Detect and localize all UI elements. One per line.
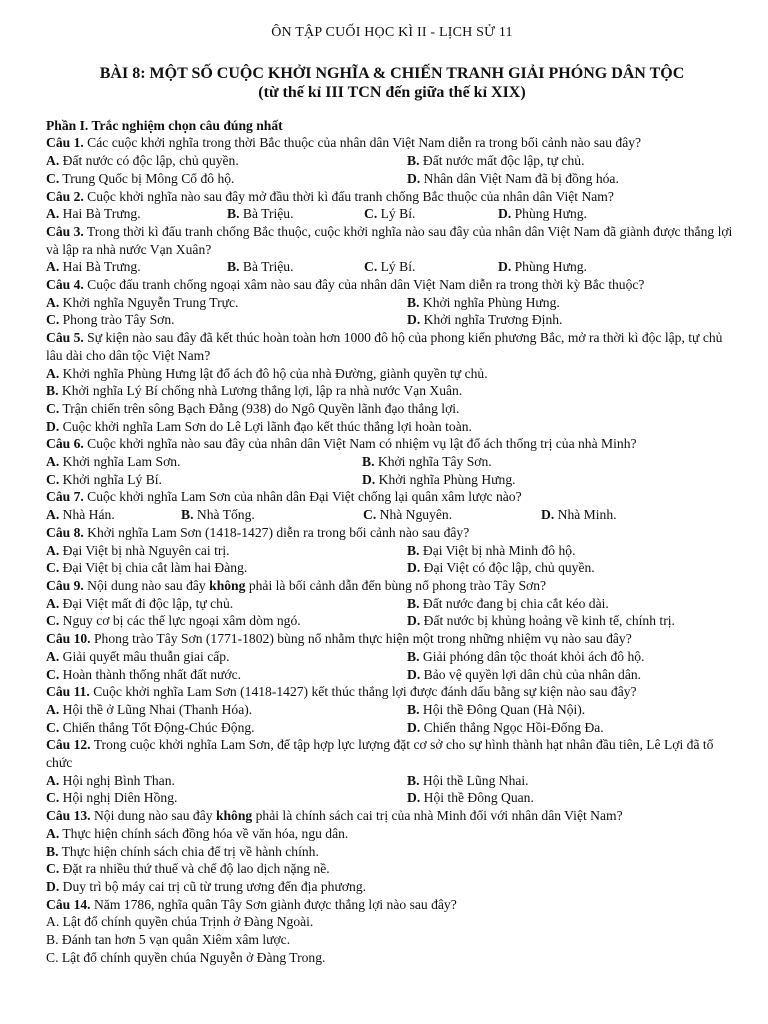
option-a: Hội thề ở Lũng Nhai (Thanh Hóa). xyxy=(62,701,253,717)
question-6-options-cd: C. Khởi nghĩa Lý Bí. D. Khởi nghĩa Phùng Hưng. xyxy=(46,471,516,487)
option-a: Khởi nghĩa Lam Sơn. xyxy=(62,454,181,470)
option-d: Phùng Hưng. xyxy=(514,259,587,275)
option-c: Lý Bí. xyxy=(380,259,416,275)
part-heading: Phần I. Trắc nghiệm chọn câu đúng nhất xyxy=(46,117,283,133)
option-c: Chiến thắng Tốt Động-Chúc Động. xyxy=(62,719,255,735)
question-7-options: A. Nhà Hán. B. Nhà Tống. C. Nhà Nguyên. D. Nhà Minh. xyxy=(46,507,617,523)
option-a: Đại Việt bị nhà Nguyên cai trị. xyxy=(62,542,230,558)
option-b: Đất nước mất độc lập, tự chủ. xyxy=(422,153,585,169)
option-c: Phong trào Tây Sơn. xyxy=(62,312,175,328)
question-5-option-c: C. Trận chiến trên sông Bạch Đằng (938) do Ngô Quyền lãnh đạo thắng lợi. xyxy=(46,400,460,416)
question-9-options-ab: A. Đại Việt mất đi độc lập, tự chủ. B. Đất nước đang bị chia cắt kéo dài. xyxy=(46,595,609,611)
question-2: Câu 2. Cuộc khởi nghĩa nào sau đây mở đầu thời kì đấu tranh chống Bắc thuộc của nhân dân Việt Nam? xyxy=(46,188,614,204)
option-b: Bà Triệu. xyxy=(242,206,294,222)
option-b: Đất nước đang bị chia cắt kéo dài. xyxy=(422,595,609,611)
question-9-options-cd: C. Nguy cơ bị các thế lực ngoại xâm dòm ngó. D. Đất nước bị khủng hoảng về kinh tế, chính trị. xyxy=(46,613,675,629)
question-12: Câu 12. Trong cuộc khởi nghĩa Lam Sơn, để tập hợp lực lượng đặt cơ sở cho sự hình thành hạt nhân đầu tiên, Lê Lợi đã tổ chức xyxy=(46,737,714,771)
question-3-options: A. Hai Bà Trưng. B. Bà Triệu. C. Lý Bí. D. Phùng Hưng. xyxy=(46,259,587,275)
question-14: Câu 14. Năm 1786, nghĩa quân Tây Sơn giành được thắng lợi nào sau đây? xyxy=(46,896,457,912)
question-13-option-d: D. Duy trì bộ máy cai trị cũ từ trung ương đến địa phương. xyxy=(46,878,367,894)
option-d: Đất nước bị khủng hoảng về kinh tế, chính trị. xyxy=(423,613,675,629)
question-4: Câu 4. Cuộc đấu tranh chống ngoại xâm nào sau đây của nhân dân Việt Nam diễn ra trong thời kỳ Bắc thuộc? xyxy=(46,277,645,293)
option-d: Chiến thắng Ngọc Hồi-Đống Đa. xyxy=(423,719,604,735)
question-12-options-cd: C. Hội nghị Diên Hồng. D. Hội thề Đông Quan. xyxy=(46,790,534,806)
question-9: Câu 9. Nội dung nào sau đây không phải là bối cảnh dẫn đến bùng nổ phong trào Tây Sơn? xyxy=(46,577,547,593)
option-a: Hai Bà Trưng. xyxy=(62,259,141,275)
question-13-option-b: B. Thực hiện chính sách chia để trị về hành chính. xyxy=(46,843,319,859)
question-14-option-c: C. Lật đổ chính quyền chúa Nguyễn ở Đàng Trong. xyxy=(46,949,326,965)
option-b: Giải phóng dân tộc thoát khỏi ách đô hộ. xyxy=(422,648,645,664)
question-13-option-a: A. Thực hiện chính sách đồng hóa về văn hóa, ngu dân. xyxy=(46,825,349,841)
option-c: Lý Bí. xyxy=(380,206,416,222)
question-12-options-ab: A. Hội nghị Bình Than. B. Hội thề Lũng Nhai. xyxy=(46,772,529,788)
option-d: Hội thề Đông Quan. xyxy=(423,790,534,806)
question-8-options-ab: A. Đại Việt bị nhà Nguyên cai trị. B. Đại Việt bị nhà Minh đô hộ. xyxy=(46,542,576,558)
question-6-options-ab: A. Khởi nghĩa Lam Sơn. B. Khởi nghĩa Tây Sơn. xyxy=(46,454,492,470)
option-a: Hai Bà Trưng. xyxy=(62,206,141,222)
option-d: Phùng Hưng. xyxy=(514,206,587,222)
option-d: Khởi nghĩa Phùng Hưng. xyxy=(378,471,516,487)
question-8-options-cd: C. Đại Việt bị chia cắt làm hai Đàng. D. Đại Việt có độc lập, chủ quyền. xyxy=(46,560,595,576)
question-13: Câu 13. Nội dung nào sau đây không phải là chính sách cai trị của nhà Minh đối với nhân dân Việt Nam? xyxy=(46,808,623,824)
option-d: Nhân dân Việt Nam đã bị đồng hóa. xyxy=(423,170,619,186)
option-b: Đại Việt bị nhà Minh đô hộ. xyxy=(422,542,576,558)
lesson-title: BÀI 8: MỘT SỐ CUỘC KHỞI NGHĨA & CHIẾN TRANH GIẢI PHÓNG DÂN TỘC xyxy=(99,64,685,82)
question-5-option-a: A. Khởi nghĩa Phùng Hưng lật đổ ách đô hộ của nhà Đường, giành quyền tự chủ. xyxy=(46,365,488,381)
option-b: Hội thề Đông Quan (Hà Nội). xyxy=(422,701,586,717)
option-d: Bảo vệ quyền lợi dân chủ của nhân dân. xyxy=(423,666,642,682)
question-4-options-ab: A. Khởi nghĩa Nguyễn Trung Trực. B. Khởi nghĩa Phùng Hưng. xyxy=(46,294,560,310)
question-14-option-b: B. Đánh tan hơn 5 vạn quân Xiêm xâm lược. xyxy=(46,932,291,948)
page-header: ÔN TẬP CUỐI HỌC KÌ II - LỊCH SỬ 11 xyxy=(271,25,513,40)
option-c: Đại Việt bị chia cắt làm hai Đàng. xyxy=(62,560,248,576)
question-11-options-ab: A. Hội thề ở Lũng Nhai (Thanh Hóa). B. Hội thề Đông Quan (Hà Nội). xyxy=(46,701,586,717)
question-4-options-cd: C. Phong trào Tây Sơn. D. Khởi nghĩa Trương Định. xyxy=(46,312,563,328)
question-11: Câu 11. Cuộc khởi nghĩa Lam Sơn (1418-1427) kết thúc thắng lợi được đánh dấu bằng sự kiện nào sau đây? xyxy=(46,684,637,700)
question-6: Câu 6. Cuộc khởi nghĩa nào sau đây của nhân dân Việt Nam có nhiệm vụ lật đổ ách thống trị của nhà Minh? xyxy=(46,436,637,452)
question-1: Câu 1. Các cuộc khởi nghĩa trong thời Bắc thuộc của nhân dân Việt Nam diễn ra trong bối cảnh nào sau đây? xyxy=(46,135,642,151)
question-7: Câu 7. Cuộc khởi nghĩa Lam Sơn của nhân dân Đại Việt chống lại quân xâm lược nào? xyxy=(46,489,522,505)
option-a: Khởi nghĩa Nguyễn Trung Trực. xyxy=(62,294,239,310)
option-a: Giải quyết mâu thuẫn giai cấp. xyxy=(62,648,230,664)
question-10-options-ab: A. Giải quyết mâu thuẫn giai cấp. B. Giải phóng dân tộc thoát khỏi ách đô hộ. xyxy=(46,648,645,664)
question-11-options-cd: C. Chiến thắng Tốt Động-Chúc Động. D. Chiến thắng Ngọc Hồi-Đống Đa. xyxy=(46,719,604,735)
question-13-option-c: C. Đặt ra nhiều thứ thuế và chế độ lao dịch nặng nề. xyxy=(46,861,330,877)
option-d: Đại Việt có độc lập, chủ quyền. xyxy=(423,560,595,576)
option-d: Nhà Minh. xyxy=(557,507,617,523)
question-5: Câu 5. Sự kiện nào sau đây đã kết thúc hoàn toàn hơn 1000 đô hộ của phong kiến phương Bắc, mở ra thời kì độc lập, tự chủ lâu dài cho dân tộc Việt Nam? xyxy=(46,330,723,363)
option-b: Bà Triệu. xyxy=(242,259,294,275)
option-c: Nguy cơ bị các thế lực ngoại xâm dòm ngó. xyxy=(62,613,301,629)
question-5-option-d: D. Cuộc khởi nghĩa Lam Sơn do Lê Lợi lãnh đạo kết thúc thắng lợi hoàn toàn. xyxy=(46,418,472,434)
question-3: Câu 3. Trong thời kì đấu tranh chống Bắc thuộc, cuộc khởi nghĩa nào sau đây của nhân dân Việt Nam đã giành được thắng lợi và lập ra nhà nước Vạn Xuân? xyxy=(46,223,733,257)
option-b: Khởi nghĩa Tây Sơn. xyxy=(377,454,492,470)
option-a: Nhà Hán. xyxy=(62,507,115,523)
question-2-options: A. Hai Bà Trưng. B. Bà Triệu. C. Lý Bí. D. Phùng Hưng. xyxy=(46,206,587,222)
option-b: Khởi nghĩa Phùng Hưng. xyxy=(422,294,560,310)
option-b: Hội thề Lũng Nhai. xyxy=(422,772,529,788)
option-c: Nhà Nguyên. xyxy=(379,507,453,523)
question-10-options-cd: C. Hoàn thành thống nhất đất nước. D. Bảo vệ quyền lợi dân chủ của nhân dân. xyxy=(46,666,642,682)
option-b: Nhà Tống. xyxy=(196,507,255,523)
question-1-options-cd: C. Trung Quốc bị Mông Cổ đô hộ. D. Nhân dân Việt Nam đã bị đồng hóa. xyxy=(46,170,619,186)
lesson-subtitle: (từ thế kỉ III TCN đến giữa thế kỉ XIX) xyxy=(258,83,526,101)
question-10: Câu 10. Phong trào Tây Sơn (1771-1802) bùng nổ nhằm thực hiện một trong những nhiệm vụ nào sau đây? xyxy=(46,631,632,647)
question-1-options-ab: A. Đất nước có độc lập, chủ quyền. B. Đất nước mất độc lập, tự chủ. xyxy=(46,153,585,169)
question-8: Câu 8. Khởi nghĩa Lam Sơn (1418-1427) diễn ra trong bối cảnh nào sau đây? xyxy=(46,524,470,540)
question-14-option-a: A. Lật đổ chính quyền chúa Trịnh ở Đàng Ngoài. xyxy=(46,914,314,930)
question-5-option-b: B. Khởi nghĩa Lý Bí chống nhà Lương thắng lợi, lập ra nhà nước Vạn Xuân. xyxy=(46,383,463,399)
option-c: Khởi nghĩa Lý Bí. xyxy=(62,471,162,487)
option-a: Hội nghị Bình Than. xyxy=(62,772,175,788)
option-d: Khởi nghĩa Trương Định. xyxy=(423,312,563,328)
option-c: Hội nghị Diên Hồng. xyxy=(62,790,178,806)
option-c: Hoàn thành thống nhất đất nước. xyxy=(62,666,242,682)
option-a: Đất nước có độc lập, chủ quyền. xyxy=(62,153,239,169)
option-a: Đại Việt mất đi độc lập, tự chủ. xyxy=(62,595,234,611)
option-c: Trung Quốc bị Mông Cổ đô hộ. xyxy=(62,170,235,186)
